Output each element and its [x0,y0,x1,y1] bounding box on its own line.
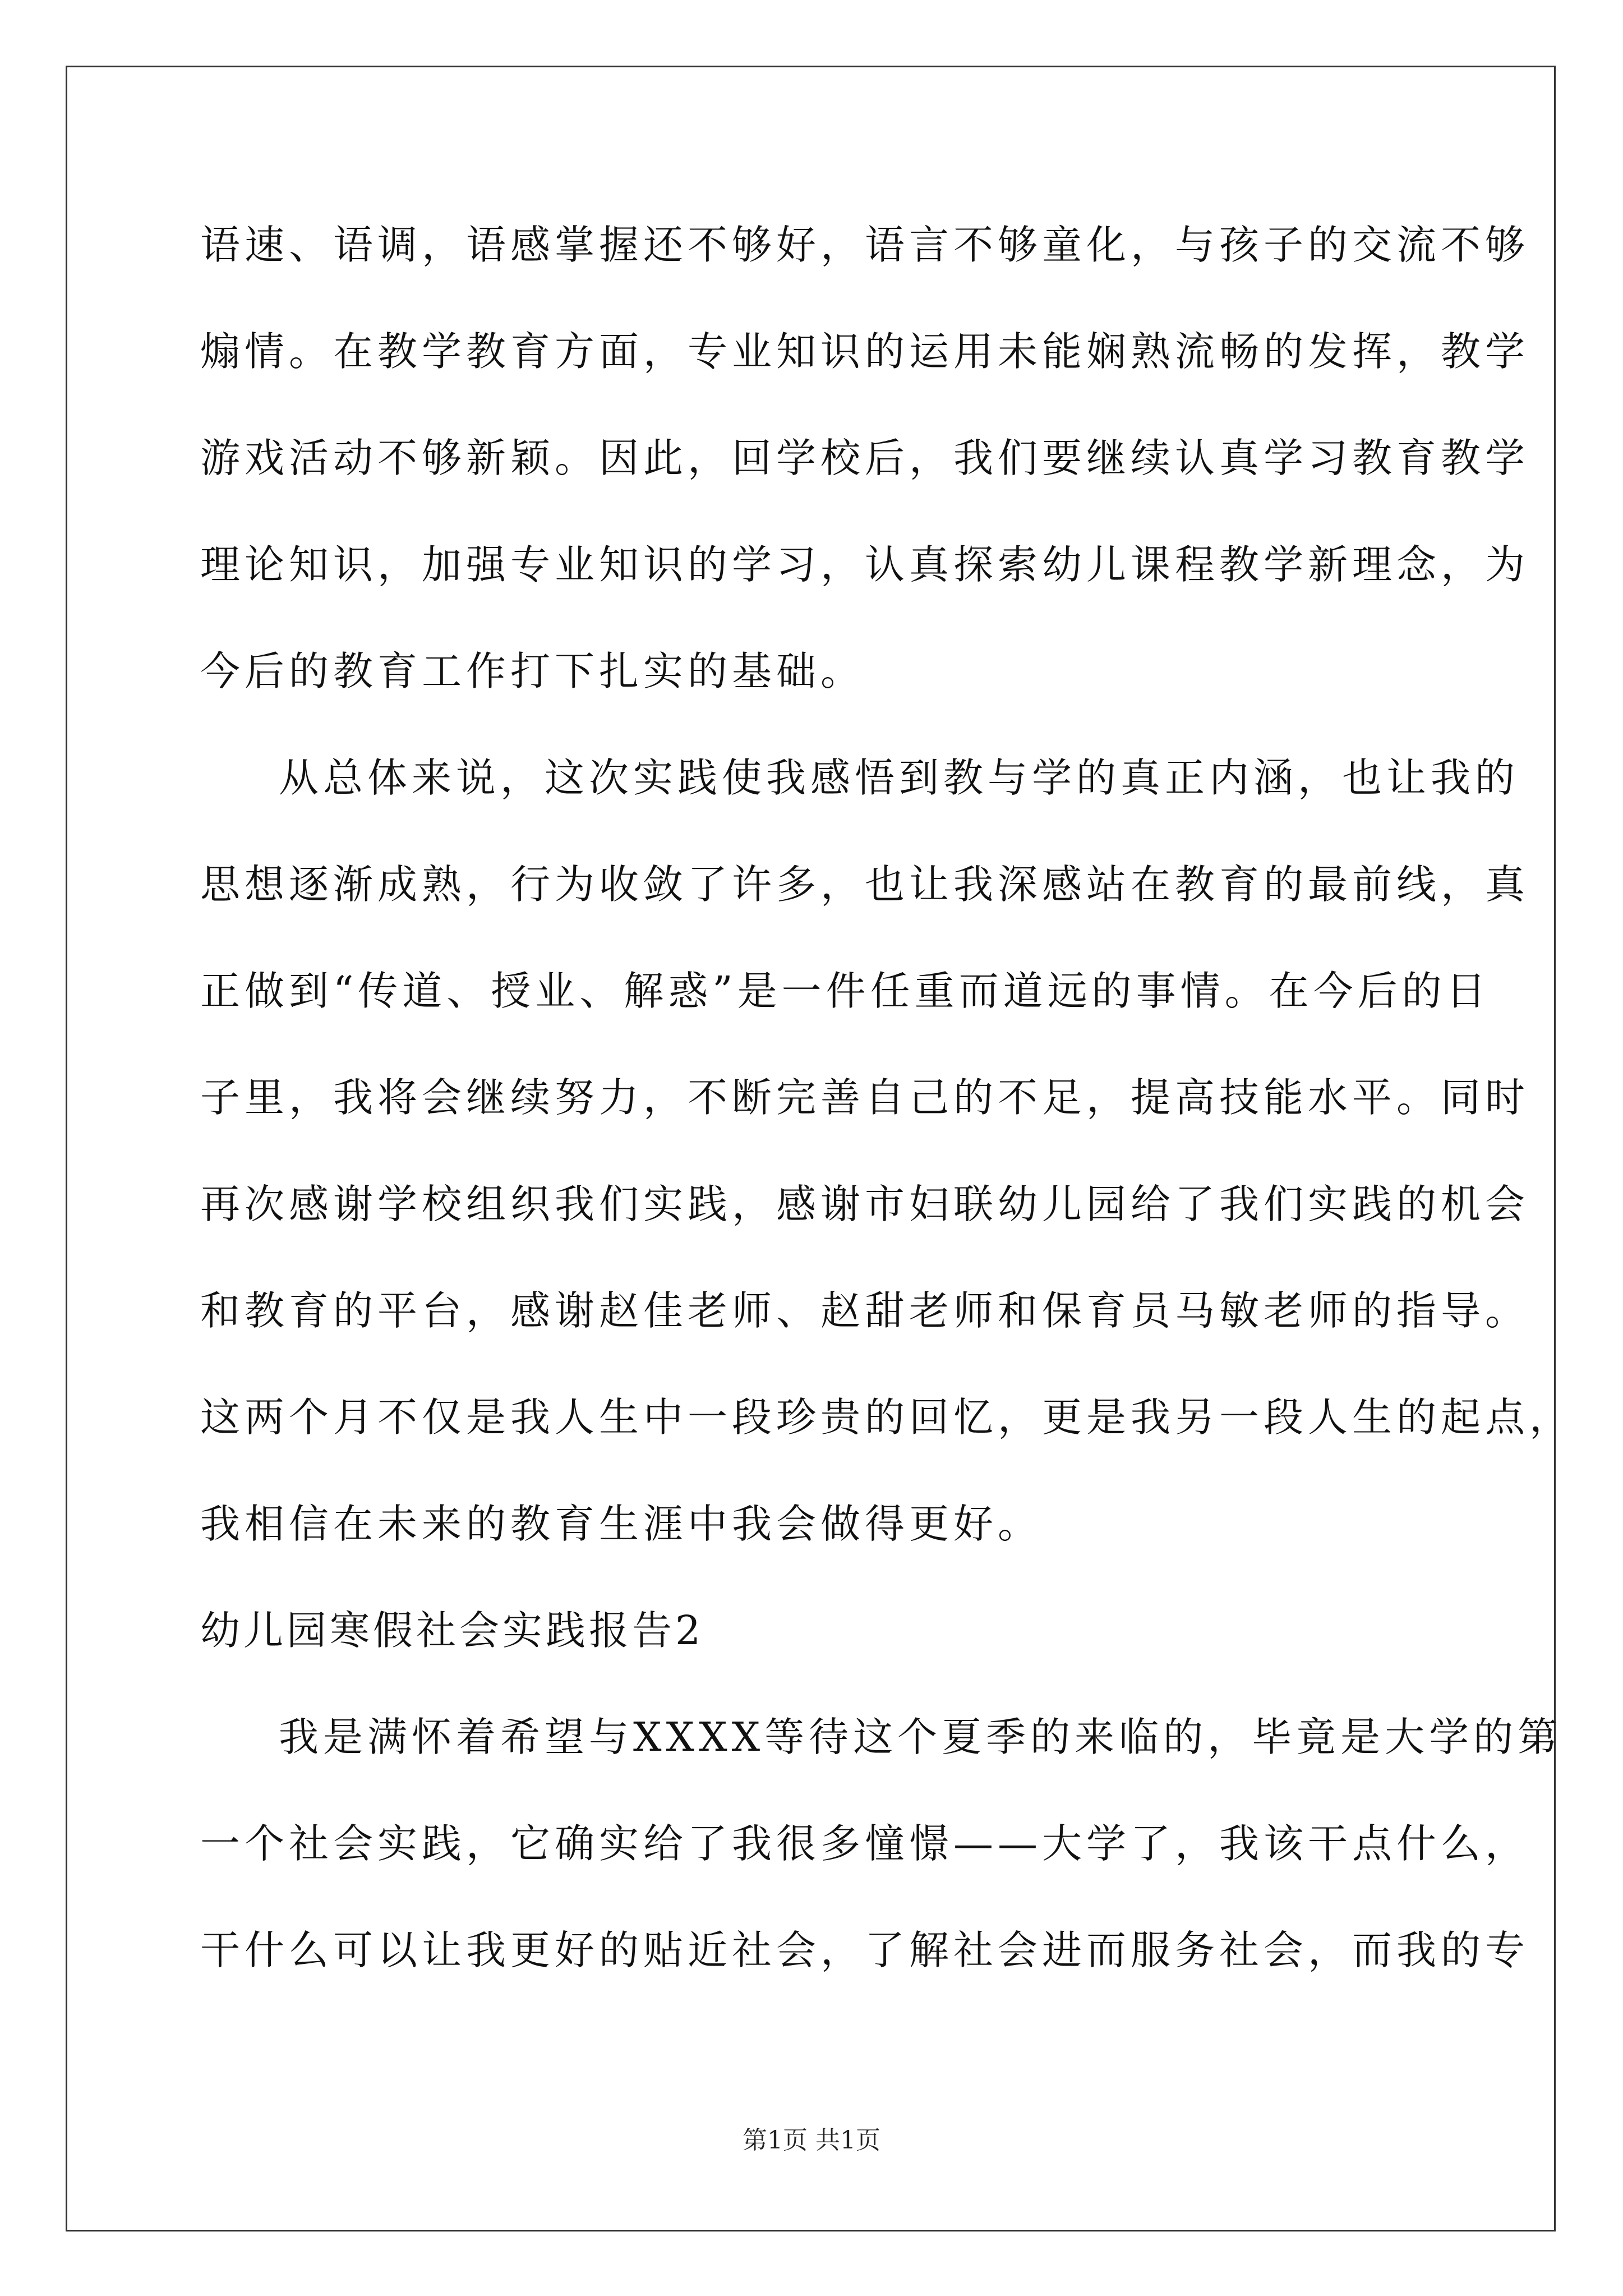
text-line: 我相信在未来的教育生涯中我会做得更好。 [200,1501,1043,1547]
text-line: 今后的教育工作打下扎实的基础。 [200,648,865,694]
text-line: 这两个月不仅是我人生中一段珍贵的回忆，更是我另一段人生的起点， [200,1394,1574,1441]
text-line: 和教育的平台，感谢赵佳老师、赵甜老师和保育员马敏老师的指导。 [200,1287,1530,1334]
text-line: 游戏活动不够新颖。因此，回学校后，我们要继续认真学习教育教学 [200,435,1530,481]
text-line: 再次感谢学校组织我们实践，感谢市妇联幼儿园给了我们实践的机会 [200,1181,1530,1227]
text-line: 一个社会实践，它确实给了我很多憧憬——大学了，我该干点什么， [200,1820,1530,1867]
section-heading: 幼儿园寒假社会实践报告2 [200,1607,704,1654]
page-frame [66,66,1556,2231]
page-indicator: 第1页 共1页 [743,2126,880,2155]
paragraph-first-line: 我是满怀着希望与XXXX等待这个夏季的来临的，毕竟是大学的第 [279,1714,1562,1760]
text-line: 语速、语调，语感掌握还不够好，语言不够童化，与孩子的交流不够 [200,222,1530,268]
text-line: 正做到“传道、授业、解惑”是一件任重而道远的事情。在今后的日 [200,968,1491,1014]
text-line: 子里，我将会继续努力，不断完善自己的不足，提高技能水平。同时 [200,1074,1530,1121]
text-line: 思想逐渐成熟，行为收敛了许多，也让我深感站在教育的最前线，真 [200,861,1530,908]
text-line: 理论知识，加强专业知识的学习，认真探索幼儿课程教学新理念，为 [200,541,1530,588]
text-line: 干什么可以让我更好的贴近社会，了解社会进而服务社会，而我的专 [200,1927,1530,1973]
paragraph-first-line: 从总体来说，这次实践使我感悟到教与学的真正内涵，也让我的 [279,754,1520,801]
text-line: 煽情。在教学教育方面，专业知识的运用未能娴熟流畅的发挥，教学 [200,328,1530,375]
